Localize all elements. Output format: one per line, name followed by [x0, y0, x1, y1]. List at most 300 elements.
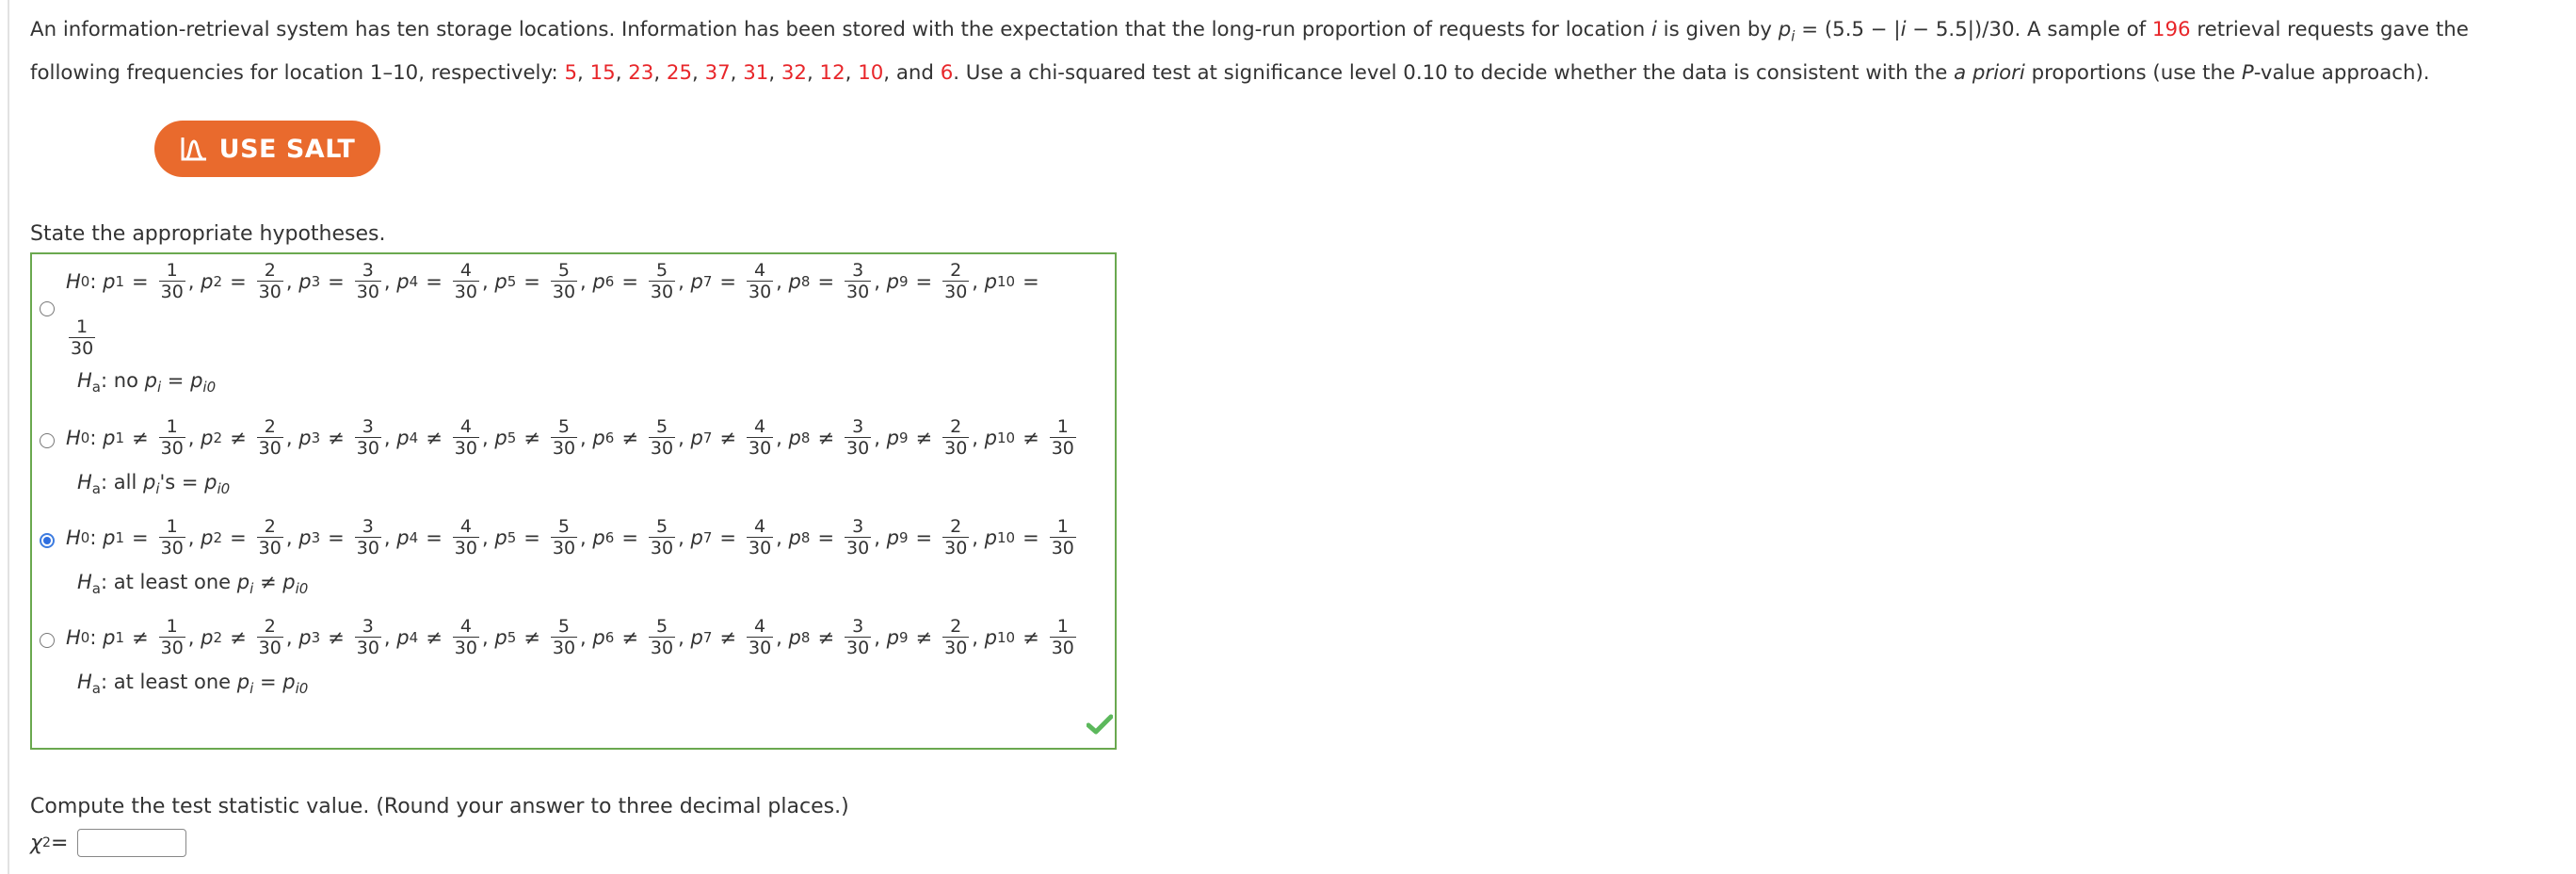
fraction-denominator: 30: [258, 438, 282, 459]
relation-symbol: ≠: [426, 426, 443, 449]
p-subscript: i0: [295, 580, 309, 598]
fraction: [649, 616, 675, 658]
p-symbol: p: [984, 269, 998, 293]
comma: ,: [776, 625, 782, 649]
comma: ,: [580, 625, 587, 649]
relation-symbol: =: [1022, 526, 1039, 549]
p-subscript: 7: [702, 628, 713, 646]
p-subscript: 4: [409, 628, 419, 646]
fraction: [1050, 416, 1076, 459]
p-subscript: 1: [115, 628, 124, 646]
colon: :: [89, 269, 97, 293]
fraction-denominator: 30: [454, 438, 477, 459]
relation-symbol: =: [621, 269, 638, 293]
relation-symbol: =: [817, 526, 835, 549]
p-subscript: 8: [800, 272, 811, 290]
fraction-denominator: 30: [748, 638, 772, 658]
fraction-denominator: 30: [454, 538, 477, 558]
colon: :: [101, 471, 114, 494]
comma: ,: [580, 269, 587, 293]
relation-symbol: ≠: [132, 426, 149, 449]
p-symbol: p: [788, 269, 801, 293]
comma: ,: [776, 426, 782, 449]
fraction-numerator: 4: [459, 516, 472, 537]
p-symbol: p: [201, 526, 214, 549]
h-label: H: [66, 426, 81, 449]
ha-prefix: no: [113, 369, 145, 392]
p-symbol: p: [144, 369, 157, 392]
ha-subscript: a: [91, 580, 101, 598]
ha-statement: [77, 671, 308, 697]
p-subscript: 5: [507, 272, 517, 290]
p-subscript: 3: [311, 272, 321, 290]
comma: ,: [383, 625, 391, 649]
fraction: [845, 516, 871, 558]
ha-statement: [77, 369, 216, 396]
p-subscript: 2: [213, 628, 223, 646]
ha-prefix: all: [113, 471, 143, 494]
relation-symbol: ≠: [719, 426, 736, 449]
relation-symbol: ≠: [523, 625, 540, 649]
separator: ,: [653, 61, 667, 86]
ha-relation: 's =: [159, 471, 205, 494]
fraction: [747, 260, 773, 302]
frequency-value: 31: [743, 61, 769, 86]
p-subscript: 6: [604, 272, 615, 290]
relation-symbol: =: [817, 269, 835, 293]
var-P: P: [2241, 61, 2254, 86]
comma: ,: [972, 625, 978, 649]
fraction: [257, 516, 283, 558]
h0-statement: [66, 260, 1047, 302]
relation-symbol: =: [719, 526, 736, 549]
fraction-denominator: 30: [552, 282, 576, 302]
h0-statement: [66, 416, 1079, 459]
ha-statement: [77, 571, 308, 597]
p-subscript: 1: [115, 429, 124, 446]
fraction: [453, 260, 479, 302]
relation-symbol: =: [915, 269, 933, 293]
p-symbol: p: [204, 471, 217, 494]
p-subscript: i0: [295, 680, 309, 698]
p-symbol: p: [886, 526, 899, 549]
p-symbol: p: [396, 526, 410, 549]
relation-symbol: ≠: [719, 625, 736, 649]
fraction: [551, 616, 577, 658]
relation-symbol: ≠: [817, 625, 835, 649]
fraction: [355, 616, 381, 658]
fraction: [453, 516, 479, 558]
p-subscript: i0: [217, 480, 231, 498]
fraction-denominator: 30: [454, 282, 477, 302]
use-salt-label: USE SALT: [218, 134, 356, 164]
fraction: [453, 616, 479, 658]
formula-text: = (5.5 − |: [1795, 18, 1901, 41]
problem-text: is given by: [1656, 18, 1779, 41]
fraction-numerator: 3: [852, 516, 864, 537]
fraction-numerator: 2: [950, 616, 962, 637]
p-subscript: 4: [409, 429, 419, 446]
frequency-value: 23: [628, 61, 654, 86]
relation-symbol: =: [915, 526, 933, 549]
fraction-denominator: 30: [258, 638, 282, 658]
ha-subscript: a: [91, 680, 101, 698]
fraction-numerator: 1: [166, 416, 178, 437]
fraction-denominator: 30: [944, 282, 968, 302]
p-symbol: p: [788, 526, 801, 549]
fraction-denominator: 30: [846, 538, 870, 558]
fraction-denominator: 30: [160, 282, 184, 302]
relation-symbol: ≠: [230, 625, 247, 649]
p-symbol: p: [396, 269, 410, 293]
comma: ,: [383, 269, 391, 293]
fraction-numerator: 2: [950, 516, 962, 537]
comma: ,: [481, 426, 489, 449]
p-subscript: 4: [409, 272, 419, 290]
relation-symbol: ≠: [915, 625, 933, 649]
relation-symbol: =: [719, 269, 736, 293]
fraction-denominator: 30: [258, 282, 282, 302]
var-i: i: [1650, 18, 1657, 41]
p-subscript: 5: [507, 429, 517, 446]
relation-symbol: =: [426, 526, 443, 549]
fraction-numerator: 4: [754, 416, 766, 437]
fraction-denominator: 30: [356, 638, 379, 658]
fraction-denominator: 30: [356, 538, 379, 558]
a-priori-text: a priori: [1954, 61, 2025, 86]
fraction-denominator: 30: [650, 438, 674, 459]
comma: ,: [678, 426, 684, 449]
ha-relation: =: [161, 369, 191, 392]
fraction-numerator: 3: [852, 416, 864, 437]
fraction: [159, 616, 185, 658]
fraction-numerator: 1: [166, 616, 178, 637]
ha-subscript: a: [91, 379, 101, 397]
p-symbol: p: [494, 625, 507, 649]
p-symbol: p: [592, 625, 605, 649]
p-subscript: 3: [311, 429, 321, 446]
fraction-denominator: 30: [944, 438, 968, 459]
p-symbol: p: [201, 426, 214, 449]
fraction-denominator: 30: [1051, 638, 1074, 658]
comma: ,: [187, 269, 195, 293]
h-label: H: [77, 369, 92, 392]
p-subscript: 8: [800, 429, 811, 446]
fraction: [845, 416, 871, 459]
h-subscript: 0: [80, 272, 90, 290]
separator: ,: [768, 61, 781, 86]
fraction-numerator: 1: [166, 516, 178, 537]
hypotheses-answer-box: [30, 252, 1117, 750]
frequency-value: 25: [666, 61, 693, 86]
fraction-numerator: 3: [852, 616, 864, 637]
p-symbol: p: [984, 625, 998, 649]
chi-superscript: 2: [42, 835, 51, 850]
p-subscript: 9: [898, 528, 909, 546]
relation-symbol: ≠: [132, 625, 149, 649]
p-subscript: 4: [409, 528, 419, 546]
comma: ,: [285, 269, 293, 293]
p-symbol: p: [984, 526, 998, 549]
p-symbol: p: [298, 426, 312, 449]
fraction-denominator: 30: [650, 538, 674, 558]
relation-symbol: =: [328, 269, 345, 293]
comma: ,: [383, 426, 391, 449]
fraction: [551, 516, 577, 558]
fraction-numerator: 1: [76, 316, 89, 337]
p-symbol: p: [494, 526, 507, 549]
p-symbol: p: [494, 269, 507, 293]
comma: ,: [285, 625, 293, 649]
problem-statement: [30, 11, 2553, 92]
fraction-denominator: 30: [1051, 438, 1074, 459]
comma: ,: [776, 526, 782, 549]
p-symbol: p: [103, 269, 116, 293]
fraction-denominator: 30: [160, 438, 184, 459]
problem-text: -value approach).: [2253, 61, 2430, 86]
sample-size: 196: [2151, 18, 2191, 41]
relation-symbol: ≠: [621, 426, 638, 449]
fraction-numerator: 2: [950, 260, 962, 281]
fraction-numerator: 5: [655, 416, 668, 437]
p-symbol: p: [201, 625, 214, 649]
fraction-denominator: 30: [650, 282, 674, 302]
fraction-numerator: 5: [655, 516, 668, 537]
fraction-numerator: 1: [1056, 516, 1069, 537]
equals-sign: =: [50, 831, 69, 855]
colon: :: [89, 526, 97, 549]
p-symbol: p: [396, 625, 410, 649]
var-i: i: [1900, 18, 1907, 41]
fraction: [453, 416, 479, 459]
fraction-numerator: 3: [362, 260, 374, 281]
p-symbol: p: [984, 426, 998, 449]
fraction: [942, 616, 969, 658]
relation-symbol: ≠: [230, 426, 247, 449]
comma: ,: [285, 426, 293, 449]
fraction-denominator: 30: [71, 338, 94, 359]
chi-squared-input[interactable]: [77, 829, 186, 857]
p-symbol: p: [494, 426, 507, 449]
fraction-denominator: 30: [846, 438, 870, 459]
relation-symbol: ≠: [621, 625, 638, 649]
ha-relation: ≠: [253, 571, 283, 593]
p-symbol: p: [690, 269, 703, 293]
fraction: [649, 516, 675, 558]
separator: ,: [615, 61, 629, 86]
ha-prefix: at least one: [113, 571, 237, 593]
h0-statement: [66, 516, 1079, 558]
fraction: [1050, 616, 1076, 658]
relation-symbol: =: [132, 269, 149, 293]
frequency-value: 12: [819, 61, 845, 86]
fraction-denominator: 30: [650, 638, 674, 658]
h-label: H: [77, 571, 92, 593]
sub-i: i: [1791, 27, 1795, 45]
p-subscript: 3: [311, 528, 321, 546]
p-symbol: p: [690, 526, 703, 549]
relation-symbol: ≠: [426, 625, 443, 649]
p-symbol: p: [142, 471, 156, 494]
hypothesis-option-radio-4[interactable]: [40, 633, 55, 648]
fraction-denominator: 30: [258, 538, 282, 558]
comma: ,: [580, 426, 587, 449]
comma: ,: [972, 269, 978, 293]
relation-symbol: =: [621, 526, 638, 549]
h-label: H: [66, 526, 81, 549]
comma: ,: [972, 526, 978, 549]
fraction-numerator: 1: [1056, 616, 1069, 637]
fraction-numerator: 1: [166, 260, 178, 281]
fraction: [355, 416, 381, 459]
relation-symbol: ≠: [817, 426, 835, 449]
fraction-numerator: 4: [459, 260, 472, 281]
p-symbol: p: [298, 625, 312, 649]
relation-symbol: =: [1022, 269, 1039, 293]
fraction-numerator: 4: [459, 416, 472, 437]
p-subscript: 6: [604, 429, 615, 446]
fraction-numerator: 3: [362, 516, 374, 537]
fraction: [649, 416, 675, 459]
fraction: [747, 416, 773, 459]
p-subscript: 9: [898, 272, 909, 290]
comma: ,: [678, 269, 684, 293]
relation-symbol: ≠: [915, 426, 933, 449]
separator: ,: [577, 61, 590, 86]
p-symbol: p: [236, 571, 250, 593]
comma: ,: [187, 426, 195, 449]
fraction: [257, 260, 283, 302]
fraction: [942, 516, 969, 558]
fraction-numerator: 4: [754, 260, 766, 281]
p-symbol: p: [886, 269, 899, 293]
comma: ,: [580, 526, 587, 549]
relation-symbol: ≠: [523, 426, 540, 449]
fraction-numerator: 2: [264, 516, 276, 537]
fraction-numerator: 5: [655, 616, 668, 637]
h-label: H: [66, 269, 81, 293]
chi-symbol: χ: [30, 831, 43, 855]
p-subscript: i: [250, 680, 254, 698]
fraction-numerator: 2: [264, 416, 276, 437]
ha-prefix: at least one: [113, 671, 237, 693]
p-symbol: p: [298, 269, 312, 293]
fraction-numerator: 1: [1056, 416, 1069, 437]
problem-text: proportions (use the: [2024, 61, 2242, 86]
p-symbol: p: [886, 625, 899, 649]
p-symbol: p: [103, 426, 116, 449]
relation-symbol: =: [230, 526, 247, 549]
fraction: [845, 260, 871, 302]
hypothesis-option-radio-2[interactable]: [40, 433, 55, 448]
hypothesis-option-radio-3[interactable]: [40, 533, 55, 548]
fraction: [159, 416, 185, 459]
p-symbol: p: [103, 526, 116, 549]
comma: ,: [187, 526, 195, 549]
comma: ,: [678, 526, 684, 549]
p-subscript: 7: [702, 528, 713, 546]
ha-relation: =: [253, 671, 283, 693]
p-symbol: p: [236, 671, 250, 693]
p-symbol: p: [592, 269, 605, 293]
fraction: [355, 516, 381, 558]
comma: ,: [678, 625, 684, 649]
ha-statement: [77, 471, 230, 497]
fraction: [159, 260, 185, 302]
p-symbol: p: [592, 526, 605, 549]
fraction-numerator: 5: [655, 260, 668, 281]
relation-symbol: ≠: [328, 625, 345, 649]
fraction-denominator: 30: [748, 282, 772, 302]
fraction-numerator: 2: [264, 616, 276, 637]
separator: ,: [845, 61, 859, 86]
p-subscript: 2: [213, 429, 223, 446]
frequency-value: 15: [589, 61, 616, 86]
relation-symbol: ≠: [1022, 426, 1039, 449]
use-salt-button[interactable]: [154, 121, 380, 177]
comma: ,: [481, 269, 489, 293]
p-subscript: 5: [507, 528, 517, 546]
p-subscript: i: [250, 580, 254, 598]
fraction-numerator: 4: [754, 516, 766, 537]
p-subscript: 9: [898, 429, 909, 446]
frequency-value: 6: [940, 61, 954, 86]
p-subscript: 2: [213, 272, 223, 290]
fraction-denominator: 30: [160, 638, 184, 658]
colon: :: [101, 369, 114, 392]
relation-symbol: ≠: [328, 426, 345, 449]
hypotheses-question: State the appropriate hypotheses.: [30, 222, 386, 246]
p-subscript: 6: [604, 528, 615, 546]
fraction: [551, 260, 577, 302]
relation-symbol: =: [230, 269, 247, 293]
h-label: H: [77, 671, 92, 693]
colon: :: [101, 571, 114, 593]
hypothesis-option-radio-1[interactable]: [40, 301, 55, 316]
fraction: [257, 616, 283, 658]
p-symbol: p: [788, 625, 801, 649]
separator: ,: [806, 61, 820, 86]
frequency-value: 10: [858, 61, 884, 86]
comma: ,: [481, 526, 489, 549]
fraction: [257, 416, 283, 459]
colon: :: [89, 625, 97, 649]
p-symbol: p: [282, 671, 296, 693]
comma: ,: [285, 526, 293, 549]
colon: :: [101, 671, 114, 693]
comma: ,: [874, 269, 880, 293]
fraction-numerator: 4: [459, 616, 472, 637]
relation-symbol: =: [523, 526, 540, 549]
p-subscript: 8: [800, 528, 811, 546]
fraction-numerator: 5: [557, 260, 570, 281]
p-subscript: 5: [507, 628, 517, 646]
p-subscript: 6: [604, 628, 615, 646]
p-subscript: 1: [115, 272, 124, 290]
p-subscript: 2: [213, 528, 223, 546]
fraction-numerator: 5: [557, 616, 570, 637]
p-symbol: p: [201, 269, 214, 293]
p-symbol: p: [396, 426, 410, 449]
p-symbol: p: [886, 426, 899, 449]
p-subscript: 10: [997, 528, 1016, 546]
h-label: H: [66, 625, 81, 649]
fraction: [355, 260, 381, 302]
relation-symbol: ≠: [1022, 625, 1039, 649]
h-subscript: 0: [80, 429, 90, 446]
left-divider: [8, 0, 9, 874]
p-subscript: 10: [997, 628, 1016, 646]
